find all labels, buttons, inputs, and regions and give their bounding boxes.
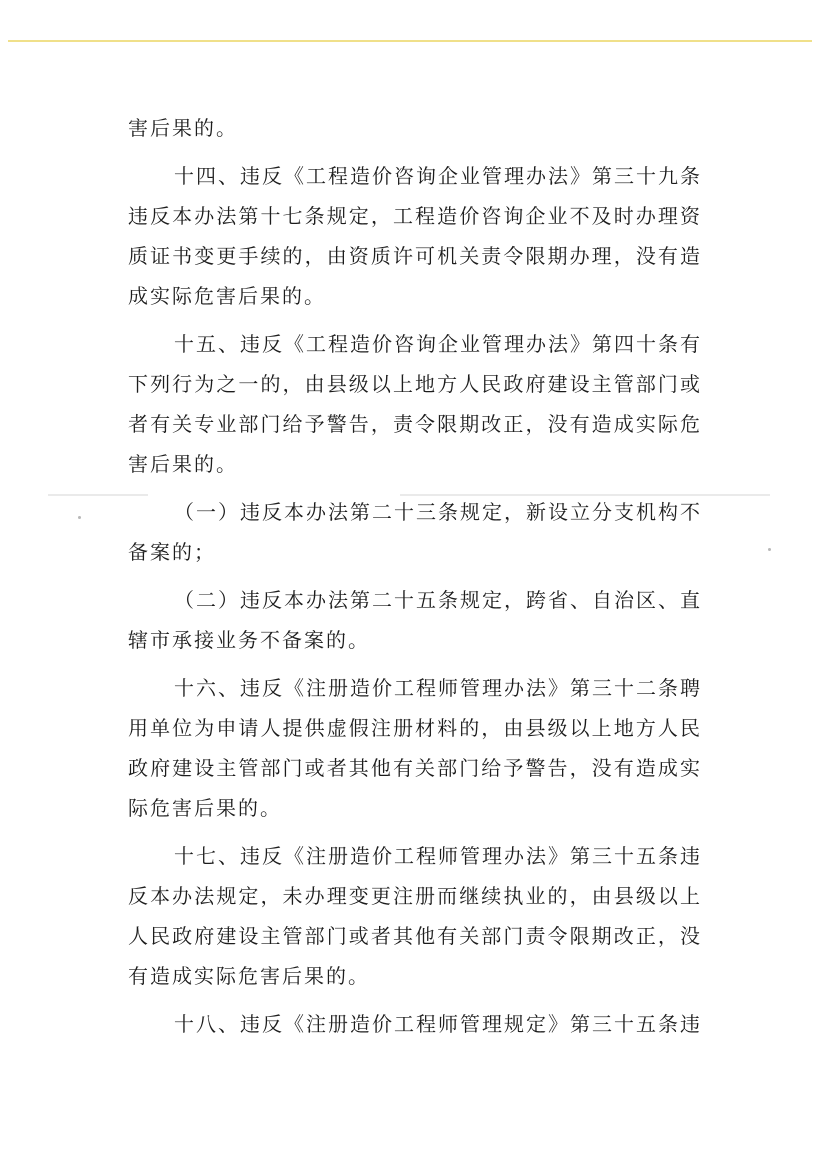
paragraph-continuation: 害后果的。 [128, 116, 238, 140]
document-body [128, 108, 702, 1044]
paragraph-subitem-2: （二）违反本办法第二十五条规定，跨省、自治区、直辖市承接业务不备案的。 [128, 588, 702, 652]
paragraph-item-17: 十七、违反《注册造价工程师管理办法》第三十五条违反本办法规定，未办理变更注册而继续执业的，由县级以上人民政府建设主管部门或者其他有关部门责令限期改正，没有造成实际危害后果的。 [128, 844, 702, 988]
paragraph-subitem-1: （一）违反本办法第二十三条规定，新设立分支机构不备案的； [128, 500, 702, 564]
scan-speck [768, 548, 771, 551]
scan-speck [78, 516, 81, 519]
paragraph-item-14: 十四、违反《工程造价咨询企业管理办法》第三十九条违反本办法第十七条规定，工程造价咨询企业不及时办理资质证书变更手续的，由资质许可机关责令限期办理，没有造成实际危害后果的。 [128, 164, 702, 308]
paragraph-item-15: 十五、违反《工程造价咨询企业管理办法》第四十条有下列行为之一的，由县级以上地方人民政府建设主管部门或者有关专业部门给予警告，责令限期改正，没有造成实际危害后果的。 [128, 332, 702, 476]
top-border-line [8, 40, 812, 42]
paragraph-item-16: 十六、违反《注册造价工程师管理办法》第三十二条聘用单位为申请人提供虚假注册材料的，由县级以上地方人民政府建设主管部门或者其他有关部门给予警告，没有造成实际危害后果的。 [128, 676, 702, 820]
paragraph-item-18: 十八、违反《注册造价工程师管理规定》第三十五条违 [174, 1012, 702, 1036]
